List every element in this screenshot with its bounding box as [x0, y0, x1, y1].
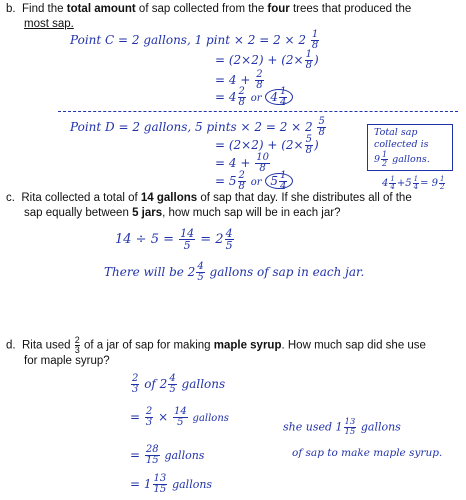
total-box-line-1: Total sap — [374, 127, 418, 138]
point-c-or: or — [250, 93, 262, 104]
sum-result-fraction: $\frac{1}{2}$ — [439, 175, 445, 191]
point-d-line-4-text: = 5 — [215, 174, 237, 188]
part-c-text-3: sap equally between — [24, 207, 133, 219]
point-d-line-4 — [215, 171, 293, 192]
part-d-question-fraction: $\frac{2}{3}$ — [74, 335, 80, 355]
total-box-whole: 9 — [374, 154, 381, 165]
part-d-work-3-equals: = — [130, 448, 141, 462]
part-b-text-1: Find the — [21, 3, 67, 15]
point-c-answer-fraction: $\frac{1}{4}$ — [280, 86, 287, 108]
part-d-label: d. — [6, 339, 16, 352]
point-d-line-3-fraction: $\frac{10}{8}$ — [256, 152, 269, 174]
point-d-line-4-fraction: $\frac{2}{8}$ — [238, 170, 245, 192]
point-c-answer-whole: 4 — [270, 90, 278, 104]
part-c-work-result-fraction: $\frac{4}{5}$ — [225, 227, 233, 252]
part-d-question-line2: for maple syrup? — [24, 355, 110, 367]
part-d-answer-line-1 — [283, 418, 401, 437]
point-d-line-1-text: Point D = 2 gallons, 5 pints × 2 = 2 × 2 — [70, 120, 313, 134]
total-box-unit: gallons. — [392, 154, 430, 165]
part-d-answer-fraction: $\frac{13}{15}$ — [344, 417, 356, 437]
part-d-text-3: . How much sap did she use — [281, 339, 426, 352]
part-b-bold-total: total amount — [66, 3, 136, 15]
point-c-line-4 — [215, 87, 293, 108]
sum-result-whole: = 9 — [420, 178, 438, 189]
total-box-fraction: $\frac{1}{2}$ — [382, 150, 388, 168]
part-d-work-line-1 — [130, 374, 225, 395]
part-d-work-1-unit: gallons — [181, 377, 226, 391]
part-d-text-1: Rita used — [21, 339, 74, 352]
part-d-work-4-unit: gallons — [172, 478, 213, 491]
part-d-work-2-fraction-a: $\frac{2}{3}$ — [145, 406, 153, 428]
point-d-answer-circle — [265, 170, 293, 192]
part-d-work-1-text: of 2 — [144, 377, 168, 391]
point-c-line-3-fraction: $\frac{2}{8}$ — [256, 69, 263, 91]
part-c-bold-5-jars: 5 jars — [132, 207, 163, 219]
point-c-separator — [58, 111, 458, 112]
part-d-answer-unit: gallons — [360, 420, 401, 434]
point-d-line-2-fraction: $\frac{5}{8}$ — [305, 134, 312, 156]
point-c-line-2-text: = (2×2) + (2× — [215, 53, 304, 67]
total-box-line-2: collected is — [374, 139, 429, 150]
point-c-answer-circle — [265, 86, 293, 108]
sum-b-fraction: $\frac{1}{4}$ — [413, 175, 419, 191]
part-d-work-line-3 — [130, 445, 204, 466]
sum-a-fraction: $\frac{1}{4}$ — [390, 175, 395, 191]
part-b-question-line2: most sap. — [24, 18, 74, 30]
point-d-answer-whole: 5 — [270, 174, 278, 188]
total-box-line-3 — [374, 151, 446, 168]
part-b-bold-four: four — [267, 3, 290, 15]
point-d-or: or — [250, 177, 262, 188]
part-c-label: c. — [6, 192, 15, 204]
part-c-text-4: , how much sap will be in each jar? — [162, 207, 341, 219]
point-c-line-4-fraction: $\frac{2}{8}$ — [238, 86, 245, 108]
part-c-work-fraction: $\frac{14}{5}$ — [180, 227, 195, 252]
point-c-line-4-text: = 4 — [215, 90, 237, 104]
part-c-answer-text-1: There will be 2 — [104, 265, 196, 279]
part-c-work-division: 14 ÷ 5 = — [115, 232, 174, 247]
point-c-line-1 — [70, 30, 320, 51]
part-d-text-2: of a jar of sap for making — [80, 339, 214, 352]
part-b-text-3: trees that produced the — [289, 3, 412, 15]
part-c-answer-text-2: gallons of sap in each jar. — [209, 265, 365, 279]
sum-b-whole: +5 — [396, 178, 412, 189]
point-c-line-1-text: Point C = 2 gallons, 1 pint × 2 = 2 × 2 — [70, 33, 307, 47]
point-c-line-2-close: ) — [314, 53, 319, 67]
point-c-line-1-fraction: $\frac{1}{8}$ — [311, 29, 319, 51]
sum-a-whole: 4 — [382, 178, 389, 189]
part-d-work-2-equals: = — [130, 410, 141, 424]
part-c-work — [115, 228, 235, 251]
part-d-work-2-unit: gallons — [192, 413, 229, 424]
total-sap-box — [367, 124, 453, 171]
part-b-label: b. — [6, 3, 16, 15]
part-d-question — [6, 336, 461, 355]
part-c-bold-14-gallons: 14 gallons — [140, 192, 198, 204]
point-d-line-1-fraction: $\frac{5}{8}$ — [318, 116, 325, 138]
point-c-line-3-text: = 4 + — [215, 73, 251, 87]
part-c-question-line2 — [24, 206, 340, 221]
part-c-text-1: Rita collected a total of — [21, 192, 141, 204]
part-d-work-3-unit: gallons — [164, 449, 205, 462]
part-c-work-equals: = 2 — [200, 232, 224, 247]
point-d-line-2-close: ) — [314, 138, 319, 152]
point-c-line-2-fraction: $\frac{1}{8}$ — [305, 49, 312, 71]
part-d-answer-line-2: of sap to make maple syrup. — [292, 447, 443, 459]
part-d-work-3-fraction: $\frac{28}{15}$ — [145, 444, 159, 466]
point-d-line-3-text: = 4 + — [215, 156, 251, 170]
point-d-line-2-text: = (2×2) + (2× — [215, 138, 304, 152]
part-d-work-line-2 — [130, 407, 229, 428]
part-b-text-2: of sap collected from the — [135, 3, 268, 15]
point-c-line-2 — [215, 50, 319, 71]
part-d-work-line-4 — [130, 474, 212, 495]
part-c-text-2: of sap that day. If she distributes all of the — [197, 192, 412, 204]
part-d-work-1-fraction: $\frac{2}{3}$ — [132, 373, 139, 395]
part-d-work-4-fraction: $\frac{13}{15}$ — [153, 473, 167, 495]
point-d-answer-fraction: $\frac{1}{4}$ — [280, 170, 287, 192]
sum-line — [382, 176, 446, 191]
part-d-work-4-equals: = 1 — [130, 477, 152, 491]
part-d-work-2-times: × — [158, 410, 169, 424]
part-c-question — [6, 191, 461, 206]
part-c-answer-fraction: $\frac{4}{5}$ — [197, 261, 204, 283]
part-b-question — [6, 2, 461, 17]
part-d-work-1-mixed-fraction: $\frac{4}{5}$ — [169, 373, 176, 395]
part-d-answer-text-1: she used 1 — [283, 420, 343, 434]
part-c-answer — [104, 262, 364, 283]
part-d-work-2-fraction-b: $\frac{14}{5}$ — [173, 406, 187, 428]
part-d-bold-maple-syrup: maple syrup — [213, 339, 282, 352]
